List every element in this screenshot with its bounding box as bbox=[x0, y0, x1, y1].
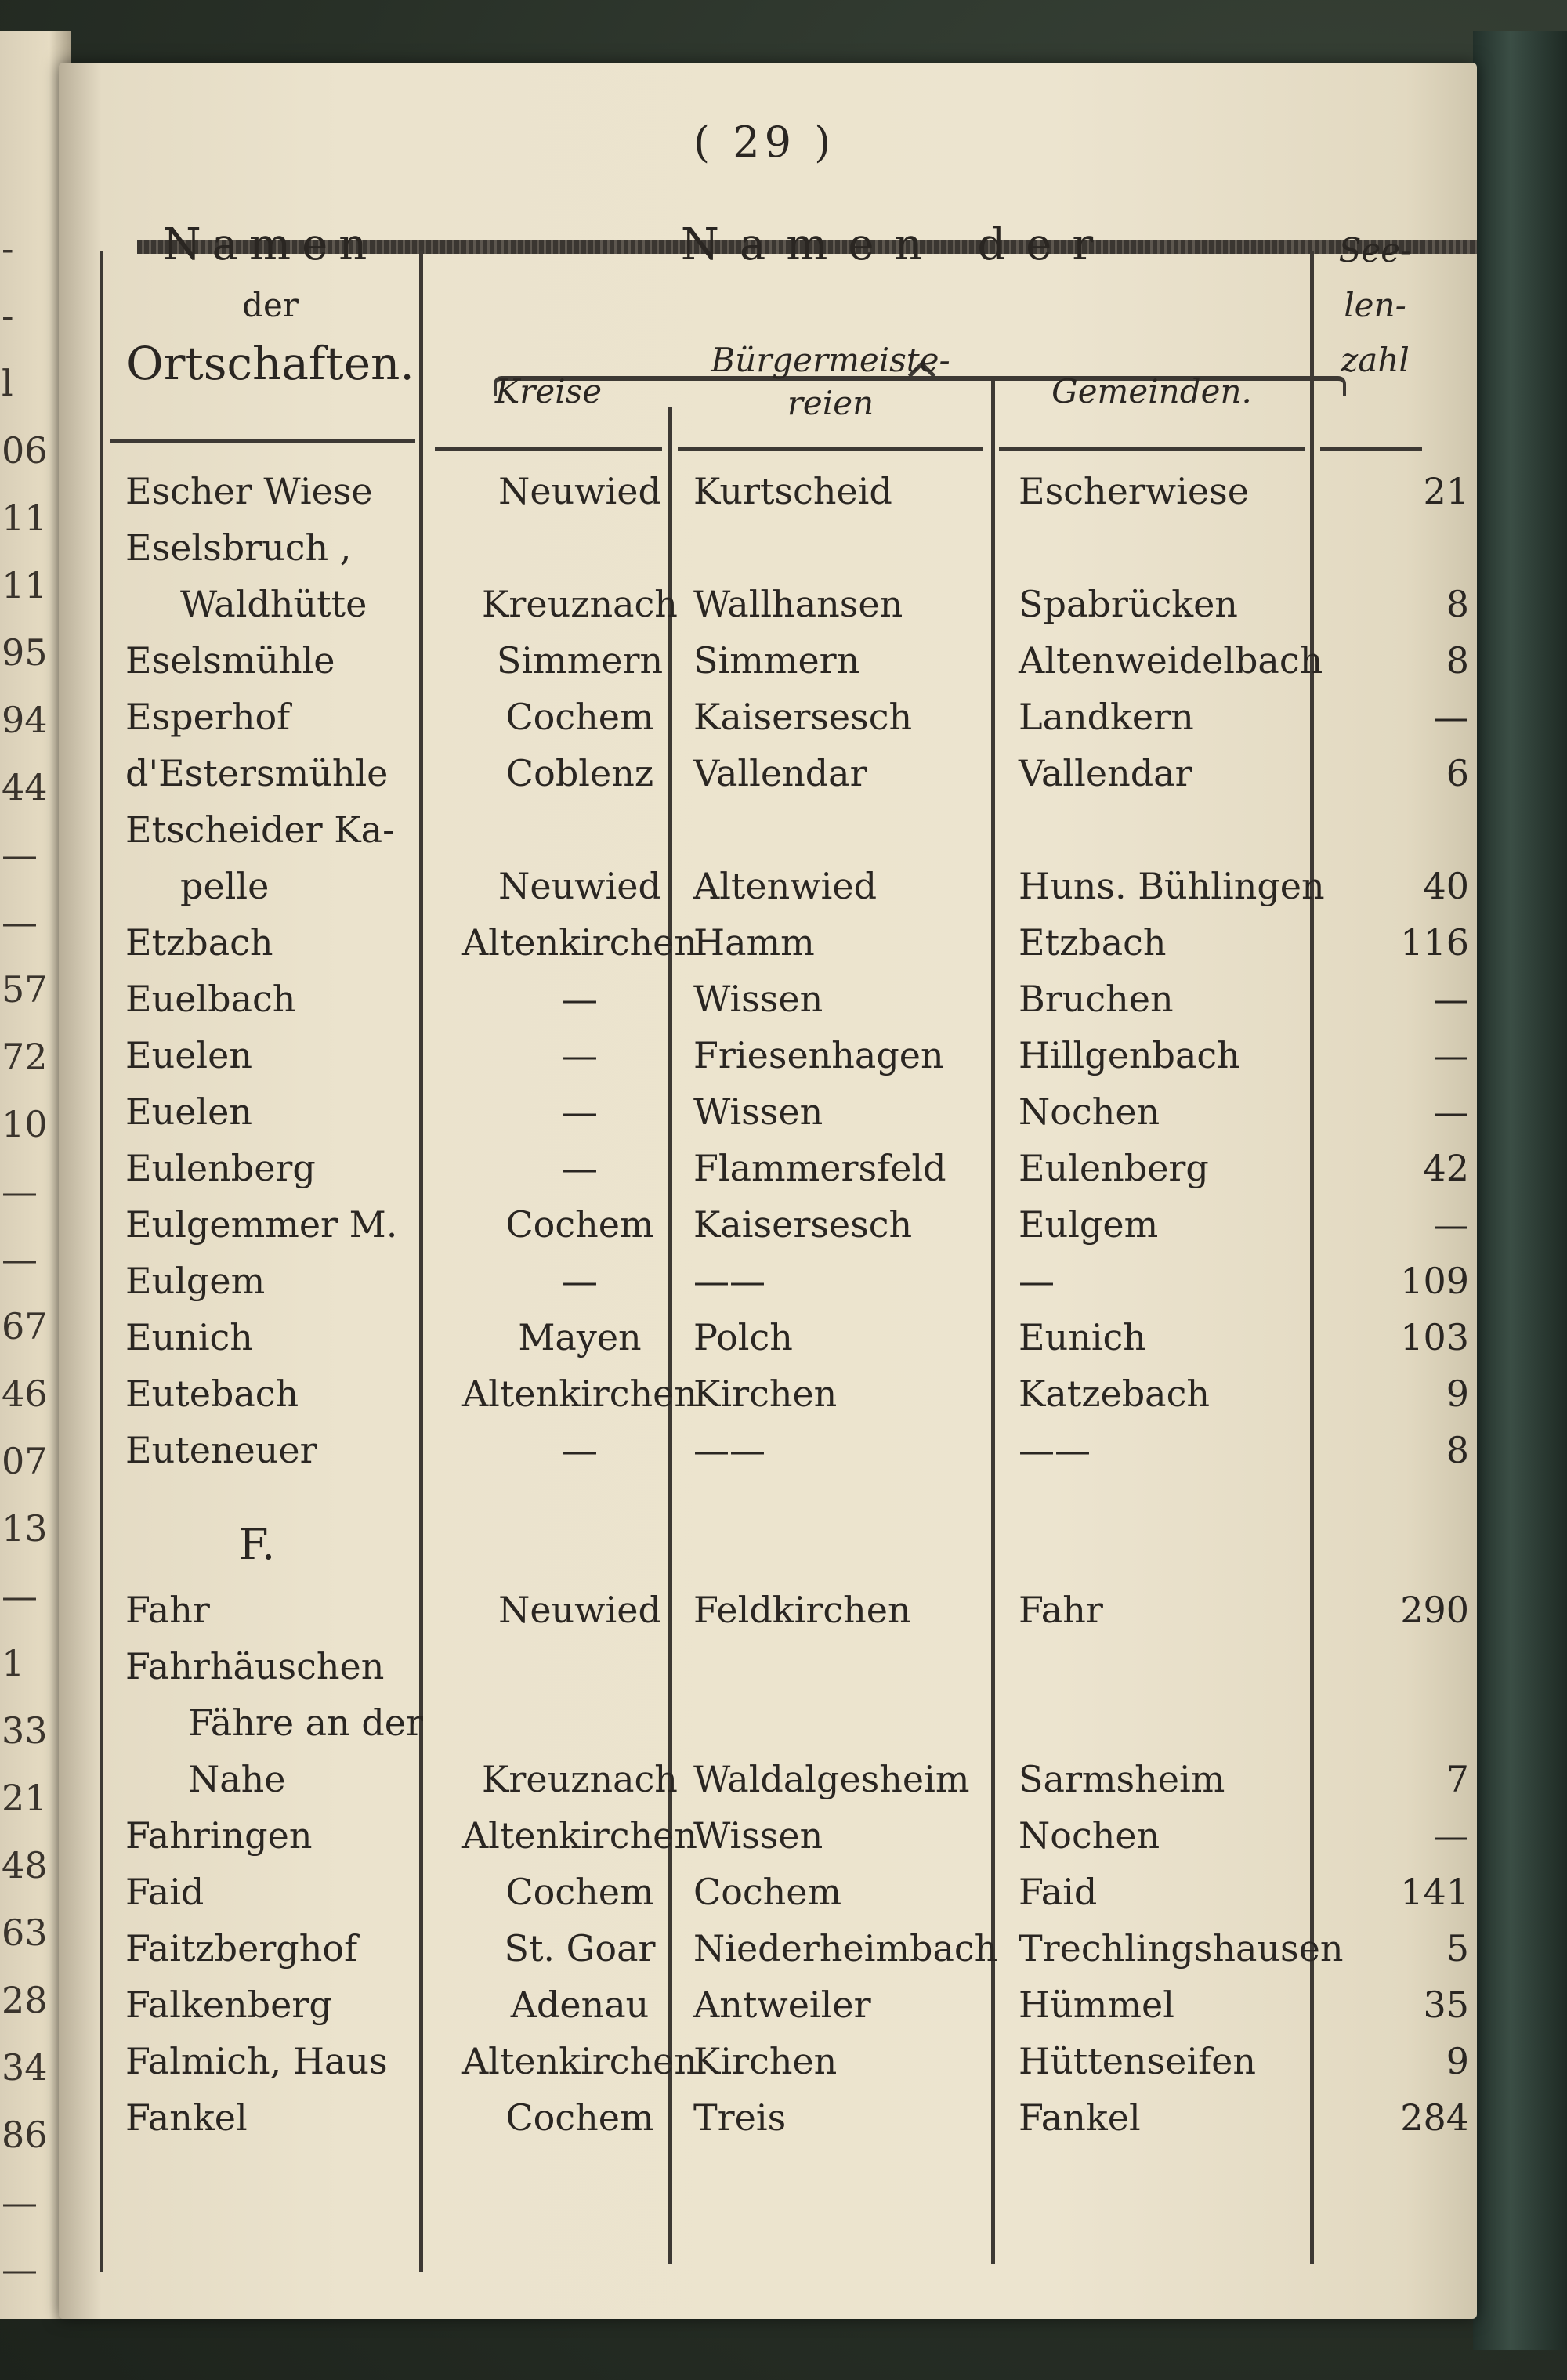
buergermeisterei-cell: Friesenhagen bbox=[693, 1034, 944, 1076]
gemeinde-cell: Hillgenbach bbox=[1019, 1034, 1240, 1076]
place-name: Eulgemmer M. bbox=[125, 1203, 398, 1246]
gemeinde-cell: — bbox=[1019, 1260, 1055, 1302]
kreis-cell: St. Goar bbox=[504, 1927, 656, 1969]
kreis-cell: Cochem bbox=[505, 1871, 654, 1913]
seelenzahl-cell: 6 bbox=[1446, 752, 1469, 794]
seelenzahl-cell: 109 bbox=[1400, 1260, 1469, 1302]
header-rule-2 bbox=[435, 447, 662, 451]
kreis-cell: Simmern bbox=[496, 639, 664, 682]
gemeinde-cell: Escherwiese bbox=[1019, 470, 1249, 512]
place-name: Waldhütte bbox=[180, 583, 367, 625]
kreis-cell: Cochem bbox=[505, 2096, 654, 2139]
table-row bbox=[59, 2096, 1477, 2151]
table-row bbox=[59, 1091, 1477, 1145]
buergermeisterei-cell: Antweiler bbox=[693, 1984, 871, 2026]
margin-fragment: 06 bbox=[2, 429, 48, 472]
margin-fragment: — bbox=[2, 1170, 38, 1213]
margin-fragment: 46 bbox=[2, 1373, 48, 1415]
place-name: d'Estersmühle bbox=[125, 752, 389, 794]
place-name: Fähre an der bbox=[188, 1702, 424, 1744]
table-row bbox=[59, 1927, 1477, 1982]
kreis-cell: — bbox=[562, 1429, 598, 1471]
table-row bbox=[59, 639, 1477, 694]
place-name: Faid bbox=[125, 1871, 204, 1913]
header-kreise: Kreise bbox=[494, 372, 603, 411]
margin-fragment: - bbox=[2, 227, 14, 269]
kreis-cell: Altenkirchen bbox=[461, 921, 698, 964]
kreis-cell: Neuwied bbox=[498, 470, 661, 512]
table-row bbox=[59, 1702, 1477, 1756]
kreis-cell: Kreuznach bbox=[482, 1758, 678, 1800]
place-name: Nahe bbox=[188, 1758, 286, 1800]
gemeinde-cell: Sarmsheim bbox=[1019, 1758, 1225, 1800]
gemeinde-cell: Hümmel bbox=[1019, 1984, 1174, 2026]
seelenzahl-cell: 40 bbox=[1423, 865, 1469, 907]
book-cover bbox=[1473, 31, 1567, 2350]
buergermeisterei-cell: Wissen bbox=[693, 1814, 823, 1857]
kreis-cell: — bbox=[562, 1091, 598, 1133]
gemeinde-cell: Landkern bbox=[1019, 696, 1194, 738]
section-letter-f: F. bbox=[239, 1520, 276, 1569]
margin-fragment: 63 bbox=[2, 1912, 48, 1954]
margin-fragment: l bbox=[2, 362, 13, 404]
margin-fragment: 21 bbox=[2, 1777, 48, 1819]
kreis-cell: Neuwied bbox=[498, 865, 661, 907]
margin-fragment: 34 bbox=[2, 2046, 48, 2089]
place-name: Eulenberg bbox=[125, 1147, 316, 1189]
place-name: Eulgem bbox=[125, 1260, 266, 1302]
kreis-cell: Cochem bbox=[505, 1203, 654, 1246]
table-row bbox=[59, 1203, 1477, 1258]
table-row bbox=[59, 1758, 1477, 1813]
buergermeisterei-cell: Waldalgesheim bbox=[693, 1758, 970, 1800]
gemeinde-cell: Hüttenseifen bbox=[1019, 2040, 1256, 2082]
margin-fragment: 11 bbox=[2, 564, 48, 606]
header-gemeinden: Gemeinden. bbox=[1051, 372, 1252, 411]
table-row bbox=[59, 808, 1477, 863]
margin-fragment: 57 bbox=[2, 968, 48, 1011]
margin-fragment: 11 bbox=[2, 497, 48, 539]
table-row bbox=[59, 526, 1477, 581]
kreis-cell: Coblenz bbox=[505, 752, 654, 794]
gemeinde-cell: Eunich bbox=[1019, 1316, 1146, 1358]
table-row bbox=[59, 752, 1477, 807]
place-name: Fahringen bbox=[125, 1814, 313, 1857]
header-seelenzahl-2: len- bbox=[1344, 286, 1406, 324]
header-namen: Namen bbox=[162, 219, 378, 270]
header-seelenzahl-1: See- bbox=[1338, 231, 1412, 269]
margin-fragment: 95 bbox=[2, 631, 48, 674]
place-name: Falmich, Haus bbox=[125, 2040, 388, 2082]
kreis-cell: — bbox=[562, 1034, 598, 1076]
seelenzahl-cell: 116 bbox=[1400, 921, 1469, 964]
table-row bbox=[59, 865, 1477, 920]
seelenzahl-cell: 5 bbox=[1446, 1927, 1469, 1969]
seelenzahl-cell: 9 bbox=[1446, 2040, 1469, 2082]
table-row bbox=[59, 1147, 1477, 1202]
seelenzahl-cell: — bbox=[1433, 1034, 1469, 1076]
margin-fragment: 48 bbox=[2, 1844, 48, 1886]
place-name: Etzbach bbox=[125, 921, 273, 964]
gemeinde-cell: Spabrücken bbox=[1019, 583, 1238, 625]
seelenzahl-cell: — bbox=[1433, 1814, 1469, 1857]
seelenzahl-cell: 8 bbox=[1446, 639, 1469, 682]
table-row bbox=[59, 1871, 1477, 1926]
gemeinde-cell: Faid bbox=[1019, 1871, 1098, 1913]
gemeinde-cell: Etzbach bbox=[1019, 921, 1167, 964]
kreis-cell: — bbox=[562, 978, 598, 1020]
gemeinde-cell: Fahr bbox=[1019, 1589, 1103, 1631]
buergermeisterei-cell: Polch bbox=[693, 1316, 793, 1358]
place-name: Eunich bbox=[125, 1316, 253, 1358]
place-name: Euelbach bbox=[125, 978, 296, 1020]
place-name: pelle bbox=[180, 865, 270, 907]
margin-fragment: 28 bbox=[2, 1979, 48, 2021]
seelenzahl-cell: 42 bbox=[1423, 1147, 1469, 1189]
seelenzahl-cell: 141 bbox=[1400, 1871, 1469, 1913]
buergermeisterei-cell: Kaisersesch bbox=[693, 1203, 913, 1246]
margin-fragment: 86 bbox=[2, 2114, 48, 2156]
header-seelenzahl-3: zahl bbox=[1341, 341, 1410, 379]
buergermeisterei-cell: —— bbox=[693, 1429, 765, 1471]
place-name: Fahr bbox=[125, 1589, 210, 1631]
header-rule-5 bbox=[1320, 447, 1422, 451]
table-row bbox=[59, 696, 1477, 751]
buergermeisterei-cell: Simmern bbox=[693, 639, 860, 682]
place-name: Fankel bbox=[125, 2096, 248, 2139]
kreis-cell: — bbox=[562, 1260, 598, 1302]
seelenzahl-cell: — bbox=[1433, 978, 1469, 1020]
seelenzahl-cell: — bbox=[1433, 1091, 1469, 1133]
margin-fragment: 72 bbox=[2, 1036, 48, 1078]
seelenzahl-cell: 35 bbox=[1423, 1984, 1469, 2026]
header-buergermeistereien-2: reien bbox=[787, 384, 874, 422]
margin-fragment: 13 bbox=[2, 1507, 48, 1550]
buergermeisterei-cell: Wissen bbox=[693, 978, 823, 1020]
margin-fragment: — bbox=[2, 901, 38, 943]
seelenzahl-cell: 21 bbox=[1423, 470, 1469, 512]
place-name: Esperhof bbox=[125, 696, 291, 738]
buergermeisterei-cell: Kirchen bbox=[693, 2040, 838, 2082]
table-row bbox=[59, 2040, 1477, 2095]
kreis-cell: Cochem bbox=[505, 696, 654, 738]
buergermeisterei-cell: Kirchen bbox=[693, 1373, 838, 1415]
margin-fragment: — bbox=[2, 2248, 38, 2291]
header-rule-3 bbox=[678, 447, 983, 451]
seelenzahl-cell: 284 bbox=[1400, 2096, 1469, 2139]
margin-fragment: 94 bbox=[2, 699, 48, 741]
margin-fragment: — bbox=[2, 1575, 38, 1617]
seelenzahl-cell: 290 bbox=[1400, 1589, 1469, 1631]
buergermeisterei-cell: Wallhansen bbox=[693, 583, 903, 625]
buergermeisterei-cell: Altenwied bbox=[693, 865, 878, 907]
buergermeisterei-cell: Cochem bbox=[693, 1871, 842, 1913]
gemeinde-cell: Fankel bbox=[1019, 2096, 1141, 2139]
table-row bbox=[59, 921, 1477, 976]
kreis-cell: Altenkirchen bbox=[461, 1373, 698, 1415]
header-buergermeistereien-1: Bürgermeiste- bbox=[711, 341, 950, 379]
gemeinde-cell: —— bbox=[1019, 1429, 1091, 1471]
margin-fragment: — bbox=[2, 834, 38, 876]
place-name: Fahrhäuschen bbox=[125, 1645, 385, 1687]
seelenzahl-cell: — bbox=[1433, 1203, 1469, 1246]
margin-fragment: 07 bbox=[2, 1440, 48, 1482]
gemeinde-cell: Vallendar bbox=[1019, 752, 1192, 794]
gemeinde-cell: Nochen bbox=[1019, 1091, 1160, 1133]
place-name: Eselsbruch , bbox=[125, 526, 352, 569]
margin-fragment: 67 bbox=[2, 1305, 48, 1347]
kreis-cell: Kreuznach bbox=[482, 583, 678, 625]
margin-fragment: 44 bbox=[2, 766, 48, 808]
table-row bbox=[59, 1373, 1477, 1427]
table-row bbox=[59, 470, 1477, 525]
table-row bbox=[59, 1589, 1477, 1644]
gemeinde-cell: Eulgem bbox=[1019, 1203, 1159, 1246]
buergermeisterei-cell: Feldkirchen bbox=[693, 1589, 911, 1631]
table-row bbox=[59, 1645, 1477, 1700]
kreis-cell: Mayen bbox=[518, 1316, 642, 1358]
gemeinde-cell: Bruchen bbox=[1019, 978, 1174, 1020]
seelenzahl-cell: 7 bbox=[1446, 1758, 1469, 1800]
header-ortschaften: Ortschaften. bbox=[126, 337, 414, 390]
table-row bbox=[59, 1814, 1477, 1869]
kreis-cell: Altenkirchen bbox=[461, 2040, 698, 2082]
margin-fragment: 10 bbox=[2, 1103, 48, 1145]
place-name: Eutebach bbox=[125, 1373, 299, 1415]
place-name: Eselsmühle bbox=[125, 639, 335, 682]
margin-fragment: — bbox=[2, 1238, 38, 1280]
buergermeisterei-cell: Niederheimbach bbox=[693, 1927, 998, 1969]
seelenzahl-cell: 9 bbox=[1446, 1373, 1469, 1415]
buergermeisterei-cell: Vallendar bbox=[693, 752, 867, 794]
margin-fragment: — bbox=[2, 2181, 38, 2223]
buergermeisterei-cell: Kaisersesch bbox=[693, 696, 913, 738]
seelenzahl-cell: 103 bbox=[1400, 1316, 1469, 1358]
gemeinde-cell: Altenweidelbach bbox=[1019, 639, 1323, 682]
table-row bbox=[59, 978, 1477, 1033]
table-row bbox=[59, 1260, 1477, 1315]
header-der: der bbox=[242, 286, 299, 324]
kreis-cell: Neuwied bbox=[498, 1589, 661, 1631]
place-name: Euteneuer bbox=[125, 1429, 317, 1471]
kreis-cell: Altenkirchen bbox=[461, 1814, 698, 1857]
buergermeisterei-cell: Hamm bbox=[693, 921, 815, 964]
margin-fragment: 1 bbox=[2, 1642, 25, 1684]
place-name: Euelen bbox=[125, 1034, 252, 1076]
table-row bbox=[59, 583, 1477, 638]
buergermeisterei-cell: Flammersfeld bbox=[693, 1147, 946, 1189]
table-row bbox=[59, 1316, 1477, 1371]
header-rule-1 bbox=[110, 439, 415, 443]
gemeinde-cell: Huns. Bühlingen bbox=[1019, 865, 1325, 907]
seelenzahl-cell: 8 bbox=[1446, 583, 1469, 625]
book-page bbox=[59, 63, 1477, 2319]
place-name: Falkenberg bbox=[125, 1984, 332, 2026]
place-name: Escher Wiese bbox=[125, 470, 373, 512]
buergermeisterei-cell: —— bbox=[693, 1260, 765, 1302]
table-row bbox=[59, 1034, 1477, 1089]
kreis-cell: — bbox=[562, 1147, 598, 1189]
page-number: ( 29 ) bbox=[693, 118, 836, 167]
gemeinde-cell: Katzebach bbox=[1019, 1373, 1210, 1415]
margin-fragment: 33 bbox=[2, 1709, 48, 1752]
buergermeisterei-cell: Treis bbox=[693, 2096, 787, 2139]
seelenzahl-cell: — bbox=[1433, 696, 1469, 738]
buergermeisterei-cell: Kurtscheid bbox=[693, 470, 892, 512]
table-row bbox=[59, 1984, 1477, 2038]
kreis-cell: Adenau bbox=[510, 1984, 650, 2026]
header-namen-der: Namen der bbox=[680, 219, 1114, 270]
place-name: Faitzberghof bbox=[125, 1927, 358, 1969]
header-rule-4 bbox=[999, 447, 1305, 451]
place-name: Euelen bbox=[125, 1091, 252, 1133]
place-name: Etscheider Ka- bbox=[125, 808, 395, 851]
margin-fragment: - bbox=[2, 295, 14, 337]
gemeinde-cell: Nochen bbox=[1019, 1814, 1160, 1857]
table-row bbox=[59, 1429, 1477, 1484]
gemeinde-cell: Eulenberg bbox=[1019, 1147, 1209, 1189]
gemeinde-cell: Trechlingshausen bbox=[1019, 1927, 1344, 1969]
seelenzahl-cell: 8 bbox=[1446, 1429, 1469, 1471]
buergermeisterei-cell: Wissen bbox=[693, 1091, 823, 1133]
